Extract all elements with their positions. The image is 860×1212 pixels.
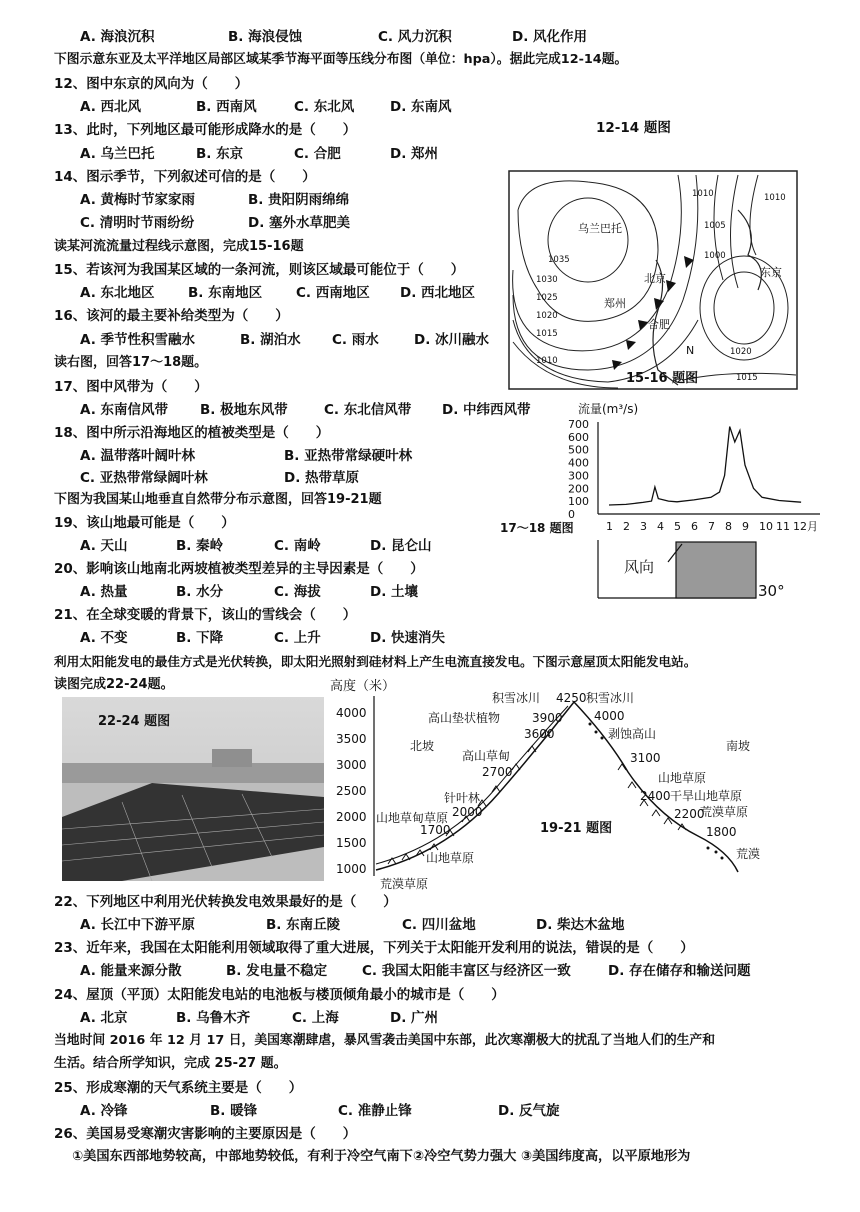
label-alpine-cushion: 高山垫状植物 (428, 711, 501, 725)
option-b: B. 西南风 (196, 99, 257, 115)
option-a: A. 温带落叶阔叶林 (80, 448, 196, 464)
option-b: B. 下降 (176, 630, 224, 646)
svg-text:3000: 3000 (336, 758, 367, 772)
option-c: C. 合肥 (294, 146, 341, 162)
option-a: A. 天山 (80, 538, 128, 554)
option-b: B. 水分 (176, 584, 224, 600)
city-hefei: 合肥 (648, 318, 670, 331)
flow-ytick: 100 (568, 495, 589, 509)
svg-text:1010: 1010 (536, 356, 558, 366)
label-alpine-meadow: 高山草甸 (462, 749, 511, 763)
svg-text:1015: 1015 (536, 329, 558, 339)
option-a: A. 不变 (80, 630, 128, 646)
flow-xtick: 4 (657, 520, 664, 533)
flow-ytick: 0 (568, 508, 575, 521)
flow-caption: 17～18 题图 (500, 521, 574, 535)
wind-belt-figure (596, 540, 796, 602)
option-b: B. 湖泊水 (240, 332, 301, 348)
flow-xtick: 10 (759, 520, 773, 533)
north-mark: N (686, 344, 695, 357)
label-conifer: 针叶林 (444, 791, 481, 805)
flow-xtick: 2 (623, 520, 630, 533)
option-c: C. 上升 (274, 630, 321, 646)
svg-text:3500: 3500 (336, 732, 367, 746)
question-15: 15、若该河为我国某区域的一条河流，则该区域最可能位于（ ） (54, 262, 465, 278)
label-south-slope: 南坡 (726, 739, 751, 753)
svg-text:1010: 1010 (692, 189, 714, 199)
label-mountain-meadow-steppe: 山地草甸草原 (376, 811, 449, 825)
option-a: A. 海浪沉积 (80, 29, 155, 45)
option-b: B. 贵阳阴雨绵绵 (248, 192, 350, 208)
map-title: 12-14 题图 (596, 120, 671, 136)
option-a: A. 热量 (80, 584, 128, 600)
option-d: D. 西北地区 (400, 285, 476, 301)
intro-25-27-b: 生活。结合所学知识，完成 25-27 题。 (54, 1056, 287, 1071)
option-c: C. 准静止锋 (338, 1103, 412, 1119)
label-peak-height: 4250 (556, 691, 587, 705)
option-b: B. 发电量不稳定 (226, 963, 328, 979)
mountain-profile (328, 676, 798, 894)
intro-22-24-b: 读图完成22-24题。 (54, 677, 174, 692)
option-b: B. 东南地区 (188, 285, 263, 301)
svg-text:1030: 1030 (536, 275, 558, 285)
city-zhengzhou: 郑州 (604, 297, 626, 310)
intro-12-14: 下图示意东亚及太平洋地区局部区域某季节海平面等压线分布图（单位：hpa）。据此完成12-14题。 (54, 52, 628, 67)
flow-ytick: 300 (568, 469, 589, 483)
svg-text:2000: 2000 (336, 810, 367, 824)
svg-text:1020: 1020 (536, 311, 558, 321)
flow-ytick: 400 (568, 456, 589, 470)
flow-xtick: 12月 (793, 520, 818, 533)
question-22: 22、下列地区中利用光伏转换发电效果最好的是（ ） (54, 894, 397, 910)
label-snow-left: 积雪冰川 (492, 691, 541, 705)
mountain-yticks (336, 706, 367, 876)
label-1800: 1800 (706, 825, 737, 839)
wind-label: 风向 (624, 558, 655, 576)
solar-caption: 22-24 题图 (98, 714, 171, 729)
option-d: D. 热带草原 (284, 470, 360, 486)
solar-panel-photo (62, 697, 324, 881)
option-d: D. 柴达木盆地 (536, 917, 625, 933)
option-b: B. 海浪侵蚀 (228, 29, 303, 45)
label-3900: 3900 (532, 711, 563, 725)
option-d: D. 东南风 (390, 99, 452, 115)
flow-hydrograph (500, 398, 830, 540)
question-24: 24、屋顶（平顶）太阳能发电站的电池板与楼顶倾角最小的城市是（ ） (54, 987, 505, 1003)
label-desert-steppe-north: 荒漠草原 (380, 877, 429, 891)
option-d: D. 郑州 (390, 146, 439, 162)
flow-ytick: 500 (568, 443, 589, 457)
svg-text:1035: 1035 (548, 255, 570, 265)
label-2200: 2200 (674, 807, 705, 821)
option-b: B. 东南丘陵 (266, 917, 341, 933)
question-19: 19、该山地最可能是（ ） (54, 515, 235, 531)
option-a: A. 东北地区 (80, 285, 155, 301)
flow-ytick: 700 (568, 418, 589, 431)
map-overlay-label: 15-16 题图 (626, 371, 699, 386)
mountain-caption: 19-21 题图 (540, 821, 613, 836)
question-26: 26、美国易受寒潮灾害影响的主要原因是（ ） (54, 1126, 357, 1142)
land-block (676, 542, 756, 598)
option-a: A. 长江中下游平原 (80, 917, 196, 933)
flow-xtick: 11 (776, 520, 790, 533)
option-d: D. 昆仑山 (370, 538, 432, 554)
intro-19-21: 下图为我国某山地垂直自然带分布示意图，回答19-21题 (54, 492, 382, 507)
label-4000: 4000 (594, 709, 625, 723)
mountain-ylabel: 高度（米） (330, 679, 396, 694)
question-20: 20、影响该山地南北两坡植被类型差异的主导因素是（ ） (54, 561, 424, 577)
option-d: D. 风化作用 (512, 29, 588, 45)
option-d: D. 塞外水草肥美 (248, 215, 351, 231)
city-beijing: 北京 (644, 272, 666, 285)
question-23: 23、近年来，我国在太阳能利用领域取得了重大进展，下列关于太阳能开发利用的说法，错误的是（ ） (54, 940, 694, 956)
option-c: C. 雨水 (332, 332, 379, 348)
option-d: D. 土壤 (370, 584, 419, 600)
option-d: D. 广州 (390, 1010, 439, 1026)
option-a: A. 东南信风带 (80, 402, 169, 418)
label-desert: 荒漠 (736, 847, 761, 861)
option-c: C. 风力沉积 (378, 29, 452, 45)
label-3100: 3100 (630, 751, 661, 765)
svg-text:1025: 1025 (536, 293, 558, 303)
flow-xtick: 7 (708, 520, 715, 533)
option-a: A. 北京 (80, 1010, 128, 1026)
option-c: C. 南岭 (274, 538, 321, 554)
svg-text:1000: 1000 (704, 251, 726, 261)
label-1700: 1700 (420, 823, 451, 837)
label-north-slope: 北坡 (410, 739, 435, 753)
option-c: C. 上海 (292, 1010, 339, 1026)
option-c: C. 东北信风带 (324, 402, 412, 418)
label-3600: 3600 (524, 727, 555, 741)
question-17: 17、图中风带为（ ） (54, 379, 208, 395)
q26-statements: ①美国东西部地势较高，中部地势较低，有利于冷空气南下②冷空气势力强大 ③美国纬度高，以平原地形为 (72, 1149, 691, 1164)
svg-text:4000: 4000 (336, 706, 367, 720)
svg-text:1500: 1500 (336, 836, 367, 850)
option-b: B. 极地东风带 (200, 402, 288, 418)
label-snow-right: 积雪冰川 (586, 691, 635, 705)
label-dry-steppe: 干旱山地草原 (670, 789, 743, 803)
question-25: 25、形成寒潮的天气系统主要是（ ） (54, 1080, 303, 1096)
label-2700: 2700 (482, 765, 513, 779)
flow-xtick: 5 (674, 520, 681, 533)
intro-15-16: 读某河流流量过程线示意图，完成15-16题 (54, 239, 304, 254)
question-14: 14、图示季节，下列叙述可信的是（ ） (54, 169, 316, 185)
option-a: A. 能量来源分散 (80, 963, 182, 979)
label-bare-alpine: 剥蚀高山 (608, 727, 657, 741)
mountain-outline (376, 702, 738, 872)
flow-xtick: 8 (725, 520, 732, 533)
option-c: C. 海拔 (274, 584, 321, 600)
intro-25-27: 当地时间 2016 年 12 月 17 日，美国寒潮肆虐，暴风雪袭击美国中东部，此次寒潮极大的扰乱了当地人们的生产和 (54, 1033, 716, 1048)
city-ulanbator: 乌兰巴托 (578, 222, 622, 235)
svg-text:1010: 1010 (764, 193, 786, 203)
flow-ylabel: 流量(m³/s) (578, 402, 639, 416)
option-a: A. 季节性积雪融水 (80, 332, 196, 348)
flow-ytick: 600 (568, 430, 589, 444)
svg-text:2500: 2500 (336, 784, 367, 798)
option-c: C. 西南地区 (296, 285, 370, 301)
option-d: D. 反气旋 (498, 1103, 560, 1119)
option-b: B. 东京 (196, 146, 244, 162)
flow-xtick: 3 (640, 520, 647, 533)
option-c: C. 四川盆地 (402, 917, 476, 933)
flow-curve (609, 427, 801, 505)
option-c: C. 我国太阳能丰富区与经济区一致 (362, 963, 571, 979)
question-16: 16、该河的最主要补给类型为（ ） (54, 308, 289, 324)
svg-text:1020: 1020 (730, 347, 752, 357)
option-a: A. 黄梅时节家家雨 (80, 192, 196, 208)
flow-xtick: 6 (691, 520, 698, 533)
option-d: D. 中纬西风带 (442, 402, 531, 418)
svg-text:1015: 1015 (736, 373, 758, 383)
option-c: C. 亚热带常绿阔叶林 (80, 470, 208, 486)
option-d: D. 存在储存和输送问题 (608, 963, 751, 979)
option-c: C. 东北风 (294, 99, 355, 115)
option-a: A. 乌兰巴托 (80, 146, 155, 162)
option-c: C. 清明时节雨纷纷 (80, 215, 195, 231)
option-d: D. 冰川融水 (414, 332, 490, 348)
option-b: B. 亚热带常绿硬叶林 (284, 448, 413, 464)
label-mountain-steppe-north: 山地草原 (426, 851, 475, 865)
intro-22-24: 利用太阳能发电的最佳方式是光伏转换，即太阳光照射到硅材料上产生电流直接发电。下图示意屋顶太阳能发电站。 (54, 654, 697, 669)
question-12: 12、图中东京的风向为（ ） (54, 76, 249, 92)
flow-xtick: 9 (742, 520, 749, 533)
option-a: A. 冷锋 (80, 1103, 128, 1119)
label-2400: 2400 (640, 789, 671, 803)
svg-text:1000: 1000 (336, 862, 367, 876)
isobar-map (508, 170, 798, 390)
option-a: A. 西北风 (80, 99, 142, 115)
svg-text:1005: 1005 (704, 221, 726, 231)
intro-17-18: 读右图，回答17～18题。 (54, 355, 208, 370)
latitude-label: 30° (758, 582, 785, 600)
flow-ytick: 200 (568, 482, 589, 496)
option-b: B. 乌鲁木齐 (176, 1010, 251, 1026)
city-tokyo: 东京 (760, 266, 782, 279)
option-b: B. 秦岭 (176, 538, 224, 554)
label-desert-steppe-south: 荒漠草原 (700, 805, 749, 819)
question-18: 18、图中所示沿海地区的植被类型是（ ） (54, 425, 330, 441)
question-21: 21、在全球变暖的背景下，该山的雪线会（ ） (54, 607, 357, 623)
flow-xtick: 1 (606, 520, 613, 533)
label-mountain-steppe-south: 山地草原 (658, 771, 707, 785)
question-13: 13、此时，下列地区最可能形成降水的是（ ） (54, 122, 357, 138)
label-2000: 2000 (452, 805, 483, 819)
option-b: B. 暖锋 (210, 1103, 258, 1119)
option-d: D. 快速消失 (370, 630, 446, 646)
